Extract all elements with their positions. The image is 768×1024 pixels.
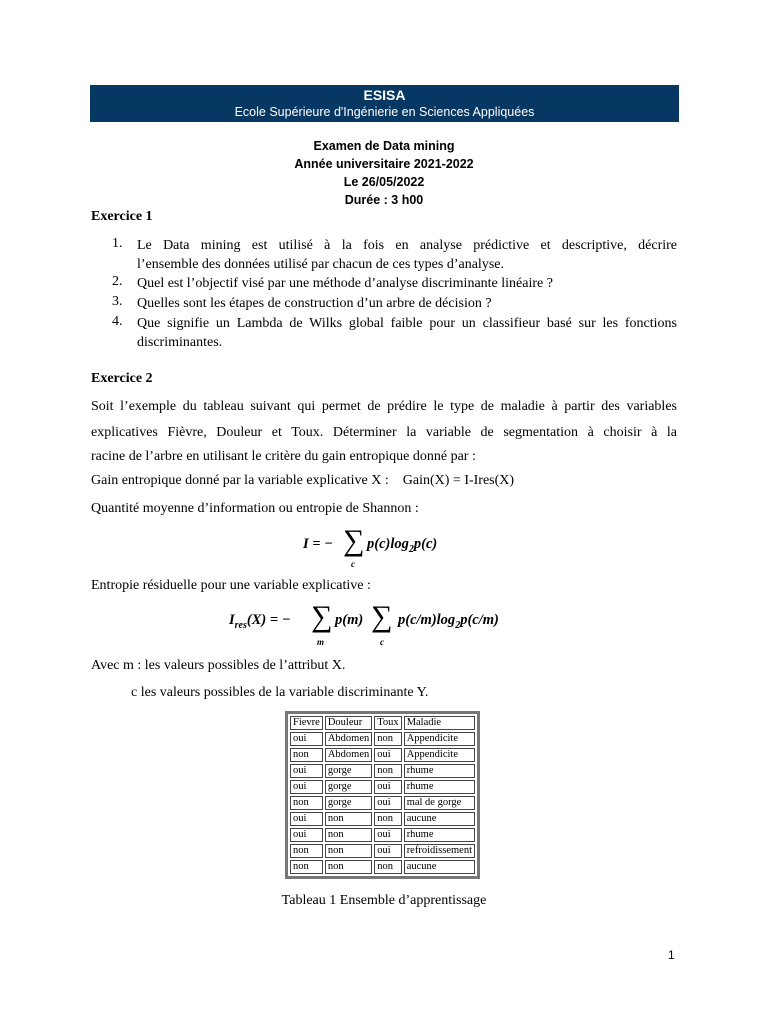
item-number: 1.	[112, 236, 123, 251]
table-cell: oui	[290, 764, 323, 778]
exam-date: Le 26/05/2022	[343, 175, 425, 189]
formula2-lhs	[229, 612, 291, 631]
sum-subscript: c	[380, 637, 384, 647]
page-number: 1	[668, 948, 675, 962]
table-cell: oui	[290, 780, 323, 794]
question-1-line1: Le Data mining est utilisé à la fois en analyse prédictive et descriptive, décrire	[137, 238, 677, 253]
res-subscript: res	[234, 619, 247, 631]
sigma-symbol: ∑	[343, 524, 365, 557]
table-cell: refroidissement	[404, 844, 475, 858]
table-row	[290, 748, 475, 762]
formula1-lhs: I = −	[303, 536, 333, 552]
sigma-symbol: ∑	[371, 600, 393, 633]
question-2: Quel est l’objectif visé par une méthode d’analyse discriminante linéaire ?	[137, 276, 553, 291]
table-cell: oui	[374, 748, 401, 762]
table-cell: gorge	[325, 764, 372, 778]
school-name: ESISA	[363, 87, 406, 103]
table-cell: non	[374, 764, 401, 778]
school-banner	[90, 85, 679, 122]
c-line: c les valeurs possibles de la variable discriminante Y.	[131, 685, 429, 700]
formula2-i: I	[229, 612, 235, 628]
formula2-term: p(c/m)log	[398, 612, 456, 628]
item-number: 4.	[112, 314, 123, 329]
table-row	[290, 828, 475, 842]
table-row	[290, 860, 475, 874]
table-cell: oui	[374, 780, 401, 794]
table-cell: non	[290, 796, 323, 810]
exercise2-title: Exercice 2	[91, 371, 153, 386]
table-cell: mal de gorge	[404, 796, 475, 810]
exam-title: Examen de Data mining	[313, 139, 455, 153]
intro-line2: explicatives Fièvre, Douleur et Toux. Déterminer la variable de segmentation à choisir à la	[91, 425, 677, 440]
table-cell: non	[325, 828, 372, 842]
item-number: 2.	[112, 274, 123, 289]
exam-duration: Durée : 3 h00	[344, 193, 424, 207]
table-row	[290, 844, 475, 858]
table-cell: rhume	[404, 764, 475, 778]
academic-year: Année universitaire 2021-2022	[294, 157, 474, 171]
table-header-row	[290, 716, 475, 730]
table-cell: aucune	[404, 860, 475, 874]
formula2-rhs	[398, 612, 499, 631]
log-base: 2	[455, 619, 461, 631]
gain-definition: Gain entropique donné par la variable explicative X : Gain(X) = I-Ires(X)	[91, 473, 515, 488]
shannon-label: Quantité moyenne d’information ou entropie de Shannon :	[91, 501, 419, 516]
table-cell: oui	[374, 844, 401, 858]
formula2-x: (X) = −	[246, 612, 291, 628]
formula2-mid: p(m)	[335, 612, 364, 628]
table-header-cell: Toux	[374, 716, 401, 730]
table-cell: oui	[290, 828, 323, 842]
table-cell: non	[325, 844, 372, 858]
table-cell: gorge	[325, 796, 372, 810]
formula1-term2: p(c)	[413, 536, 438, 552]
table-cell: oui	[374, 796, 401, 810]
table-cell: aucune	[404, 812, 475, 826]
table-row	[290, 764, 475, 778]
table-cell: oui	[290, 732, 323, 746]
table-cell: oui	[374, 828, 401, 842]
table-header-cell: Douleur	[325, 716, 372, 730]
formula1-term: p(c)log	[367, 536, 409, 552]
sum-subscript: c	[351, 559, 355, 569]
table-cell: non	[325, 812, 372, 826]
table-cell: non	[374, 812, 401, 826]
sum-subscript: m	[317, 637, 325, 647]
avec-line: Avec m : les valeurs possibles de l’attribut X.	[91, 658, 346, 673]
training-table	[285, 711, 480, 879]
question-4-line2: discriminantes.	[137, 335, 223, 350]
exercise1-title: Exercice 1	[91, 209, 153, 224]
table-row	[290, 732, 475, 746]
table-cell: Abdomen	[325, 748, 372, 762]
table-cell: non	[374, 860, 401, 874]
table-cell: Appendicite	[404, 732, 475, 746]
question-3: Quelles sont les étapes de construction d’un arbre de décision ?	[137, 296, 492, 311]
table-cell: gorge	[325, 780, 372, 794]
residual-label: Entropie résiduelle pour une variable explicative :	[91, 578, 371, 593]
table-cell: rhume	[404, 780, 475, 794]
table-cell: non	[290, 844, 323, 858]
table-header-cell: Maladie	[404, 716, 475, 730]
sigma-symbol: ∑	[311, 600, 333, 633]
intro-line3: racine de l’arbre en utilisant le critère du gain entropique donné par :	[91, 449, 476, 464]
table-cell: Appendicite	[404, 748, 475, 762]
table-caption: Tableau 1 Ensemble d’apprentissage	[281, 893, 487, 908]
table-header-cell: Fievre	[290, 716, 323, 730]
table-row	[290, 812, 475, 826]
log-base: 2	[408, 543, 414, 555]
table-cell: non	[290, 860, 323, 874]
table-cell: non	[290, 748, 323, 762]
table-cell: Abdomen	[325, 732, 372, 746]
table-row	[290, 780, 475, 794]
intro-line1: Soit l’exemple du tableau suivant qui permet de prédire le type de maladie à partir des variables	[91, 399, 677, 414]
table-cell: non	[374, 732, 401, 746]
table-cell: non	[325, 860, 372, 874]
formula2-term2: p(c/m)	[460, 612, 499, 628]
table-cell: rhume	[404, 828, 475, 842]
table-cell: oui	[290, 812, 323, 826]
item-number: 3.	[112, 294, 123, 309]
formula1-rhs	[367, 536, 437, 555]
question-1-line2: l’ensemble des données utilisé par chacun de ces types d’analyse.	[137, 257, 504, 272]
table-row	[290, 796, 475, 810]
question-4-line1: Que signifie un Lambda de Wilks global faible pour un classifieur basé sur les fonctions	[137, 316, 677, 331]
school-fullname: Ecole Supérieure d'Ingénierie en Sciences Appliquées	[234, 105, 535, 119]
